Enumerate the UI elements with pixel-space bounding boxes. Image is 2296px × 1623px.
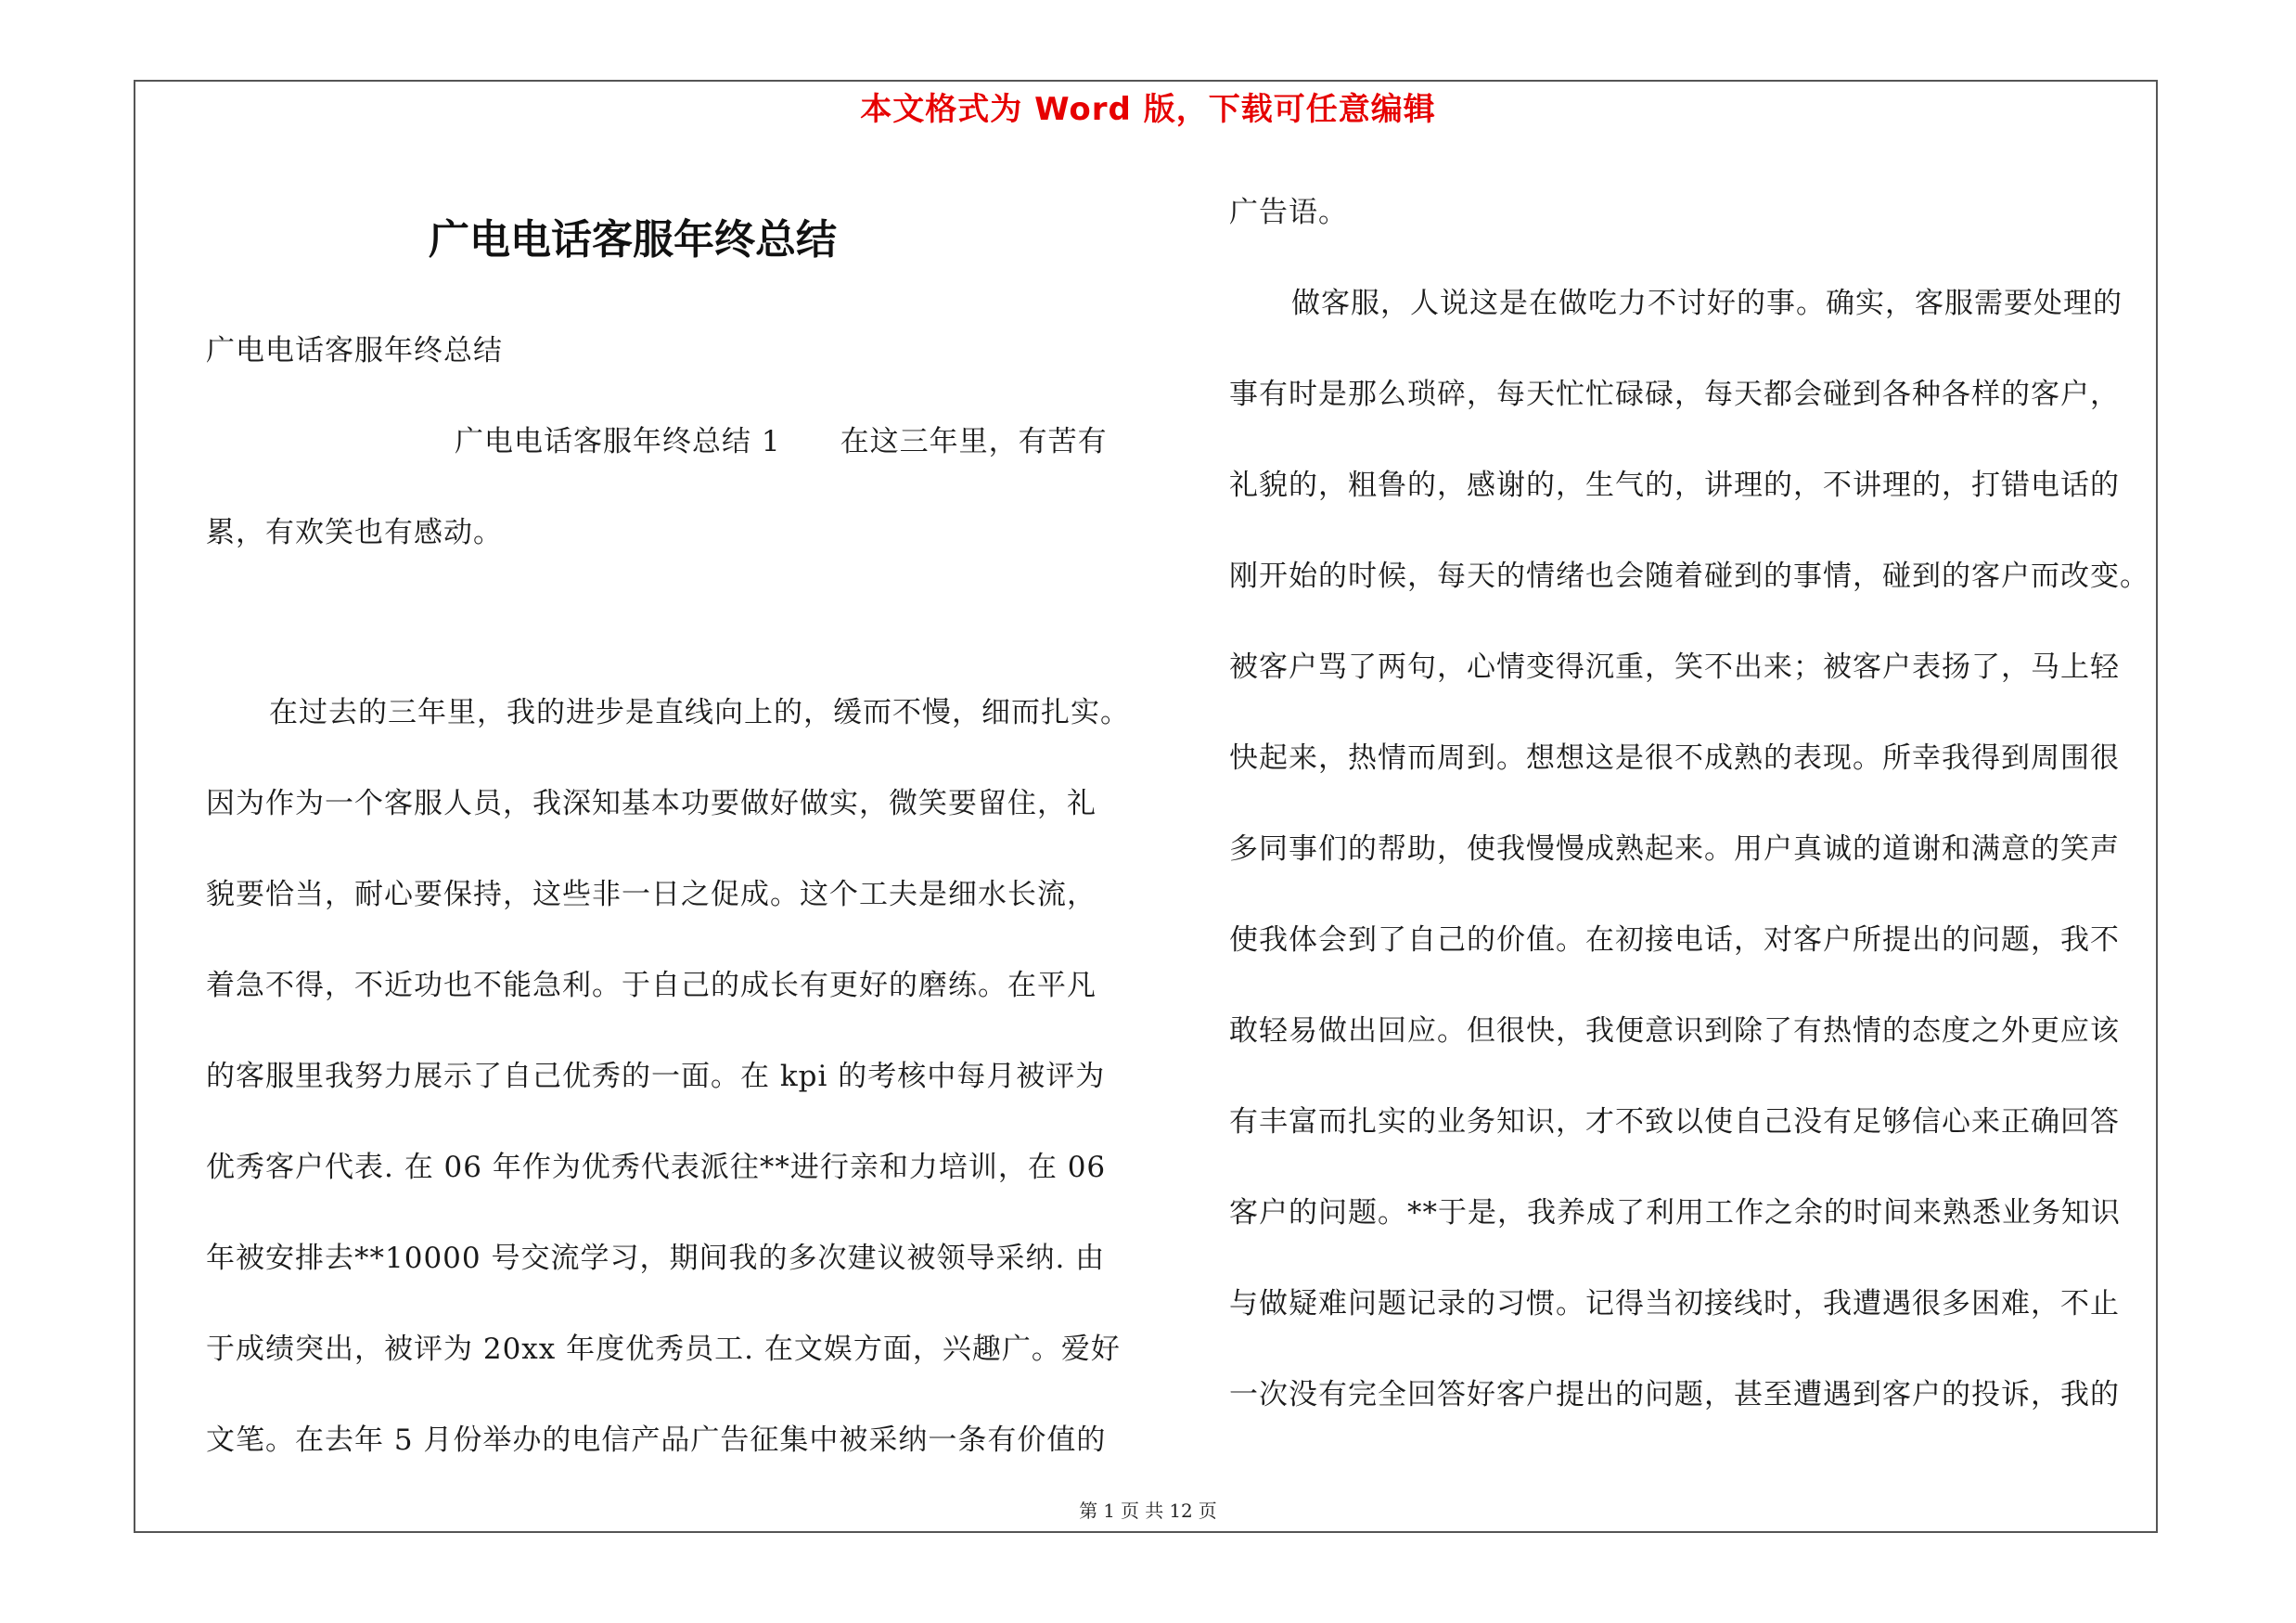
right-line: 快起来，热情而周到。想想这是很不成熟的表现。所幸我得到周围很 bbox=[1229, 741, 2120, 775]
right-line: 一次没有完全回答好客户提出的问题，甚至遭遇到客户的投诉，我的 bbox=[1229, 1378, 2120, 1411]
left-line: 优秀客户代表. 在 06 年作为优秀代表派往**进行亲和力培训，在 06 bbox=[206, 1151, 1107, 1184]
right-line: 与做疑难问题记录的习惯。记得当初接线时，我遭遇很多困难，不止 bbox=[1229, 1287, 2120, 1320]
left-line: 的客服里我努力展示了自己优秀的一面。在 kpi 的考核中每月被评为 bbox=[206, 1060, 1106, 1093]
footer-middle: 页 共 bbox=[1120, 1500, 1164, 1522]
left-line: 广电电话客服年终总结 bbox=[206, 334, 503, 367]
left-line: 着急不得，不近功也不能急利。于自己的成长有更好的磨练。在平凡 bbox=[206, 969, 1097, 1002]
left-line: 年被安排去**10000 号交流学习，期间我的多次建议被领导采纳. 由 bbox=[206, 1242, 1106, 1275]
left-line: 文笔。在去年 5 月份举办的电信产品广告征集中被采纳一条有价值的 bbox=[206, 1423, 1107, 1457]
right-line: 敢轻易做出回应。但很快，我便意识到除了有热情的态度之外更应该 bbox=[1229, 1014, 2120, 1048]
right-line: 使我体会到了自己的价值。在初接电话，对客户所提出的问题，我不 bbox=[1229, 923, 2120, 957]
footer-prefix: 第 bbox=[1079, 1500, 1098, 1522]
right-line: 多同事们的帮助，使我慢慢成熟起来。用户真诚的道谢和满意的笑声 bbox=[1229, 832, 2120, 866]
left-line: 累，有欢笑也有感动。 bbox=[206, 516, 503, 549]
page-footer bbox=[0, 1496, 2296, 1523]
footer-total-pages: 12 bbox=[1169, 1500, 1193, 1522]
document-title: 广电电话客服年终总结 bbox=[429, 216, 837, 264]
right-line: 有丰富而扎实的业务知识，才不致以使自己没有足够信心来正确回答 bbox=[1229, 1105, 2120, 1139]
right-line: 做客服，人说这是在做吃力不讨好的事。确实，客服需要处理的 bbox=[1291, 287, 2123, 320]
left-line: 因为作为一个客服人员，我深知基本功要做好做实，微笑要留住，礼 bbox=[206, 787, 1097, 820]
right-line: 广告语。 bbox=[1229, 196, 1348, 229]
left-line: 貌要恰当，耐心要保持，这些非一日之促成。这个工夫是细水长流， bbox=[206, 878, 1097, 911]
right-line: 刚开始的时候，每天的情绪也会随着碰到的事情，碰到的客户而改变。 bbox=[1229, 560, 2149, 593]
left-line: 广电电话客服年终总结 1 在这三年里，有苦有 bbox=[455, 425, 1108, 458]
right-line: 礼貌的，粗鲁的，感谢的，生气的，讲理的，不讲理的，打错电话的 bbox=[1229, 469, 2120, 502]
left-line: 于成绩突出，被评为 20xx 年度优秀员工. 在文娱方面，兴趣广。爱好 bbox=[206, 1333, 1121, 1366]
footer-page-number: 1 bbox=[1103, 1500, 1115, 1522]
left-line: 在过去的三年里，我的进步是直线向上的，缓而不慢，细而扎实。 bbox=[269, 696, 1130, 729]
right-line: 客户的问题。**于是，我养成了利用工作之余的时间来熟悉业务知识 bbox=[1229, 1196, 2121, 1230]
right-line: 事有时是那么琐碎，每天忙忙碌碌，每天都会碰到各种各样的客户， bbox=[1229, 378, 2120, 411]
right-line: 被客户骂了两句，心情变得沉重，笑不出来；被客户表扬了，马上轻 bbox=[1229, 650, 2120, 684]
format-banner: 本文格式为 Word 版，下载可任意编辑 bbox=[860, 91, 1436, 128]
footer-suffix: 页 bbox=[1198, 1500, 1217, 1522]
